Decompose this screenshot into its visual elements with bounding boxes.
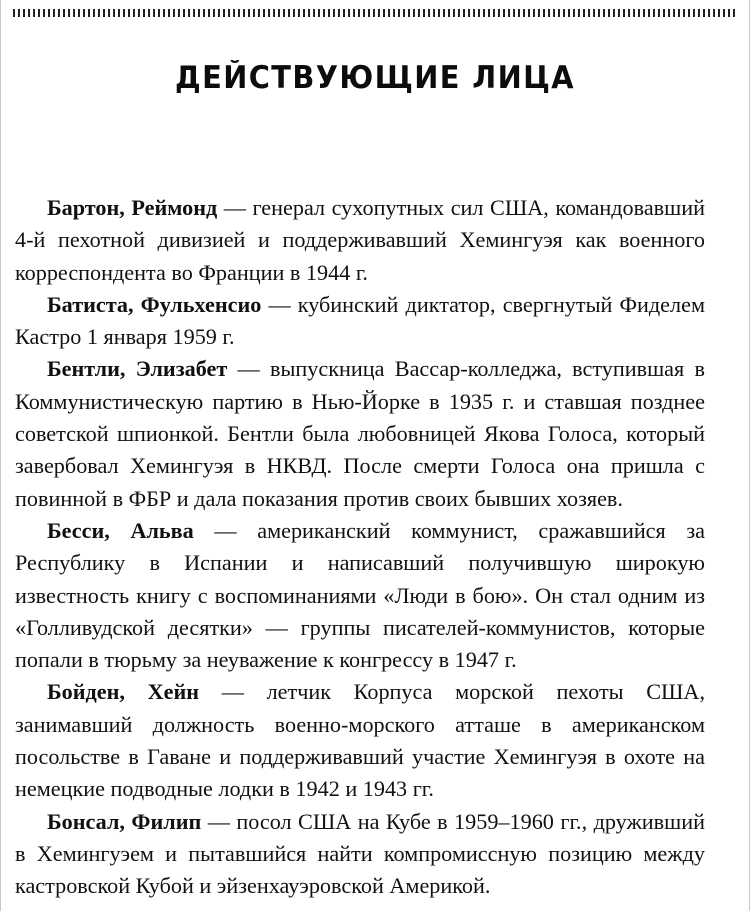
character-name: Бойден, Хейн [47,679,200,705]
character-name: Бентли, Элизабет [47,356,228,382]
character-name: Батиста, Фульхенсио [47,291,262,317]
character-entry [15,676,705,805]
character-description: — летчик Корпуса морской пехоты США, занимавший должность военно-морского атташе в американском посольстве в Гаване и поддерживавший участие Хемингуэя в охоте на немецкие подводные лодки в 1942 и 1943 гг. [15,679,705,802]
page-title: ДЕЙСТВУЮЩИЕ ЛИЦА [175,60,575,96]
character-description: — кубинский диктатор, свергнутый Фиделем Кастро 1 января 1959 г. [15,291,705,350]
character-name: Бартон, Реймонд [47,195,218,220]
character-entry [15,353,705,514]
character-description: — генерал сухопутных сил США, командовавший 4-й пехотной дивизией и поддерживавший Хемингуэя как военного корреспондента во Франции в 1944 г. [15,195,705,285]
decorative-tick-border [13,9,737,17]
character-description: — выпускница Вассар-колледжа, вступившая в Коммунистическую партию в Нью-Йорке в 1935 г. и ставшая позднее советской шпионкой. Бентли была любовницей Якова Голоса, который завербовал Хемингуэя в НКВД. После смерти Голоса она пришла с повинной в ФБР и дала показания против своих бывших хозяев. [15,356,705,511]
character-entry [15,289,705,354]
character-entry [15,192,705,289]
character-entry [15,806,705,903]
character-name: Бонсал, Филип [47,808,202,834]
character-description: — американский коммунист, сражавшийся за Республику в Испании и написавший получившую широкую известность книгу с воспоминаниями «Люди в бою». Он стал одним из «Голливудской десятки» — группы писателей-коммунистов, которые попали в тюрьму за неуважение к конгрессу в 1947 г. [15,517,705,673]
character-description: — посол США на Кубе в 1959–1960 гг., друживший в Хемингуэем и пытавшийся найти компромиссную позицию между кастровской Кубой и эйзенхауэровской Америкой. [15,808,705,899]
character-list [15,192,705,903]
character-entry [15,515,705,676]
character-name: Бесси, Альва [47,517,194,543]
